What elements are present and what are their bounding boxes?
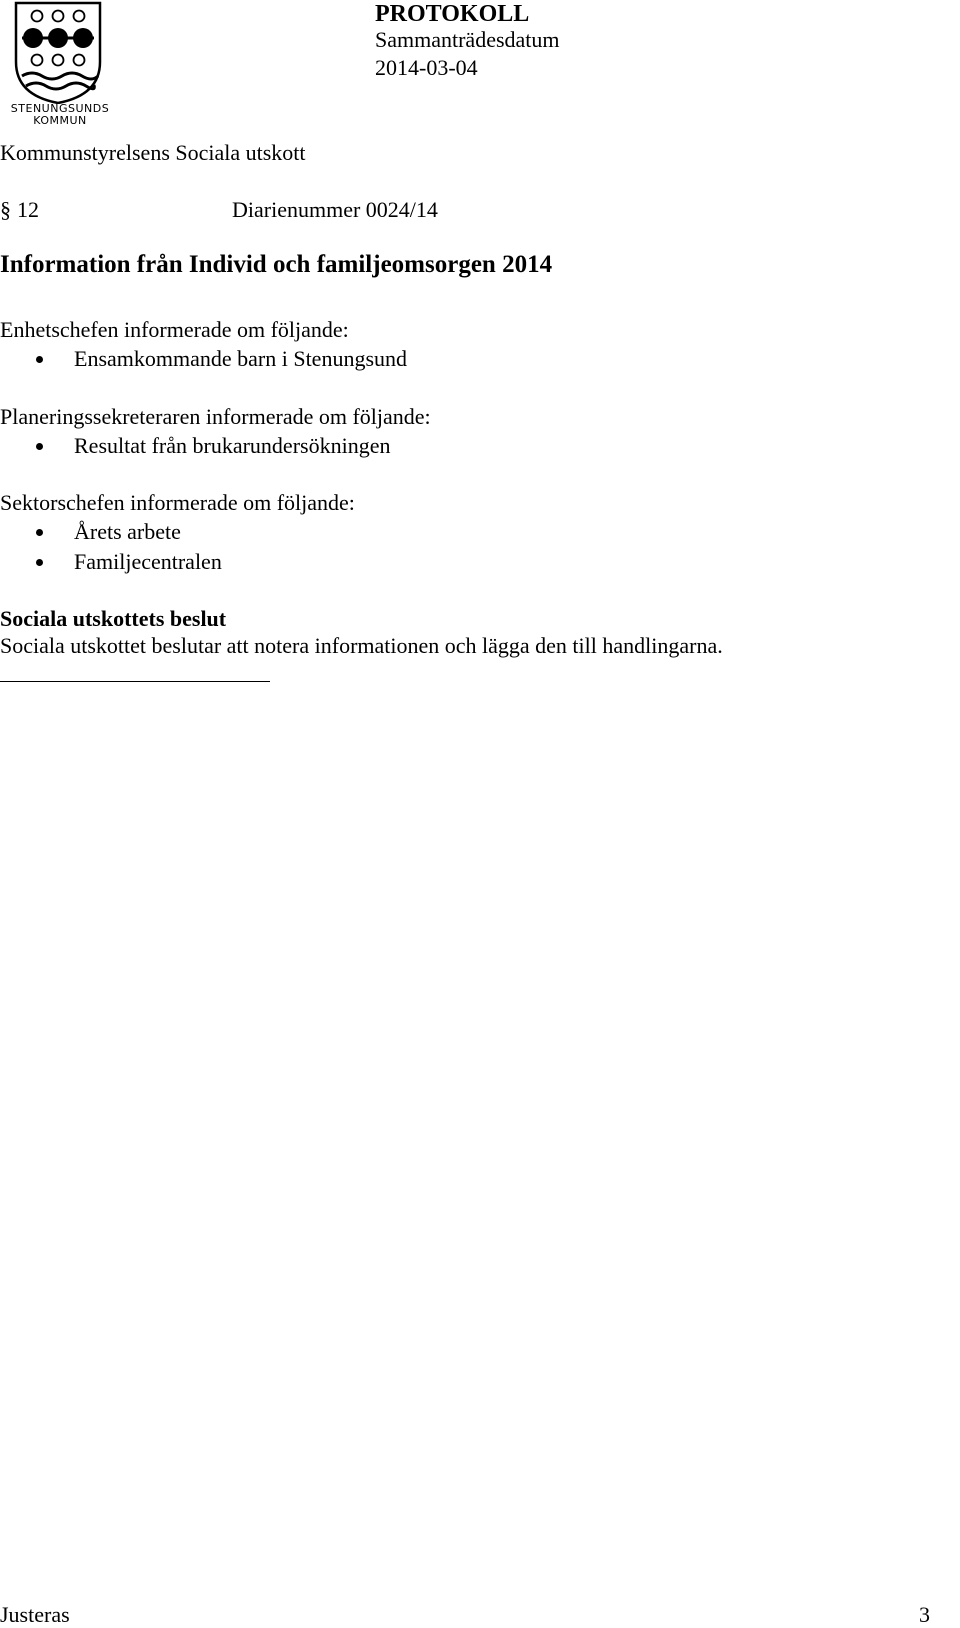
- item-title: Information från Individ och familjeomsorgen 2014: [0, 251, 553, 278]
- list-item-text: Ensamkommande barn i Stenungsund: [74, 346, 408, 371]
- separator-line: [0, 681, 270, 682]
- stenungsund-logo: [0, 0, 120, 132]
- committee-name: Kommunstyrelsens Sociala utskott: [0, 140, 306, 165]
- paragraph-sign: §: [0, 197, 11, 222]
- decision-text: Sociala utskottet beslutar att notera informationen och lägga den till handlingarna.: [0, 633, 723, 658]
- footer-justeras-label: Justeras: [0, 1602, 70, 1627]
- list-item-text: Familjecentralen: [74, 549, 222, 574]
- meeting-date-value: 2014-03-04: [375, 55, 478, 80]
- section-intro-unit-manager: Enhetschefen informerade om följande:: [0, 317, 349, 342]
- coat-of-arms-icon: [0, 0, 120, 104]
- bullet-icon: [36, 443, 43, 450]
- list-item-text: Resultat från brukarundersökningen: [74, 433, 391, 458]
- diary-number: Diarienummer 0024/14: [232, 197, 438, 222]
- paragraph-number: 12: [17, 197, 39, 222]
- section-intro-sector-manager: Sektorschefen informerade om följande:: [0, 490, 355, 515]
- logo-text-municipality: STENUNGSUNDS: [10, 102, 110, 115]
- bullet-icon: [36, 529, 43, 536]
- bullet-icon: [36, 559, 43, 566]
- section-intro-planning-secretary: Planeringssekreteraren informerade om följande:: [0, 404, 431, 429]
- list-item-text: Årets arbete: [74, 519, 181, 544]
- logo-text-kommun: KOMMUN: [33, 114, 87, 127]
- decision-heading: Sociala utskottets beslut: [0, 606, 227, 631]
- bullet-icon: [36, 356, 43, 363]
- document-type: PROTOKOLL: [375, 1, 530, 27]
- page-number: 3: [919, 1602, 930, 1627]
- meeting-date-label: Sammanträdesdatum: [375, 27, 560, 52]
- paragraph-line: [0, 197, 438, 223]
